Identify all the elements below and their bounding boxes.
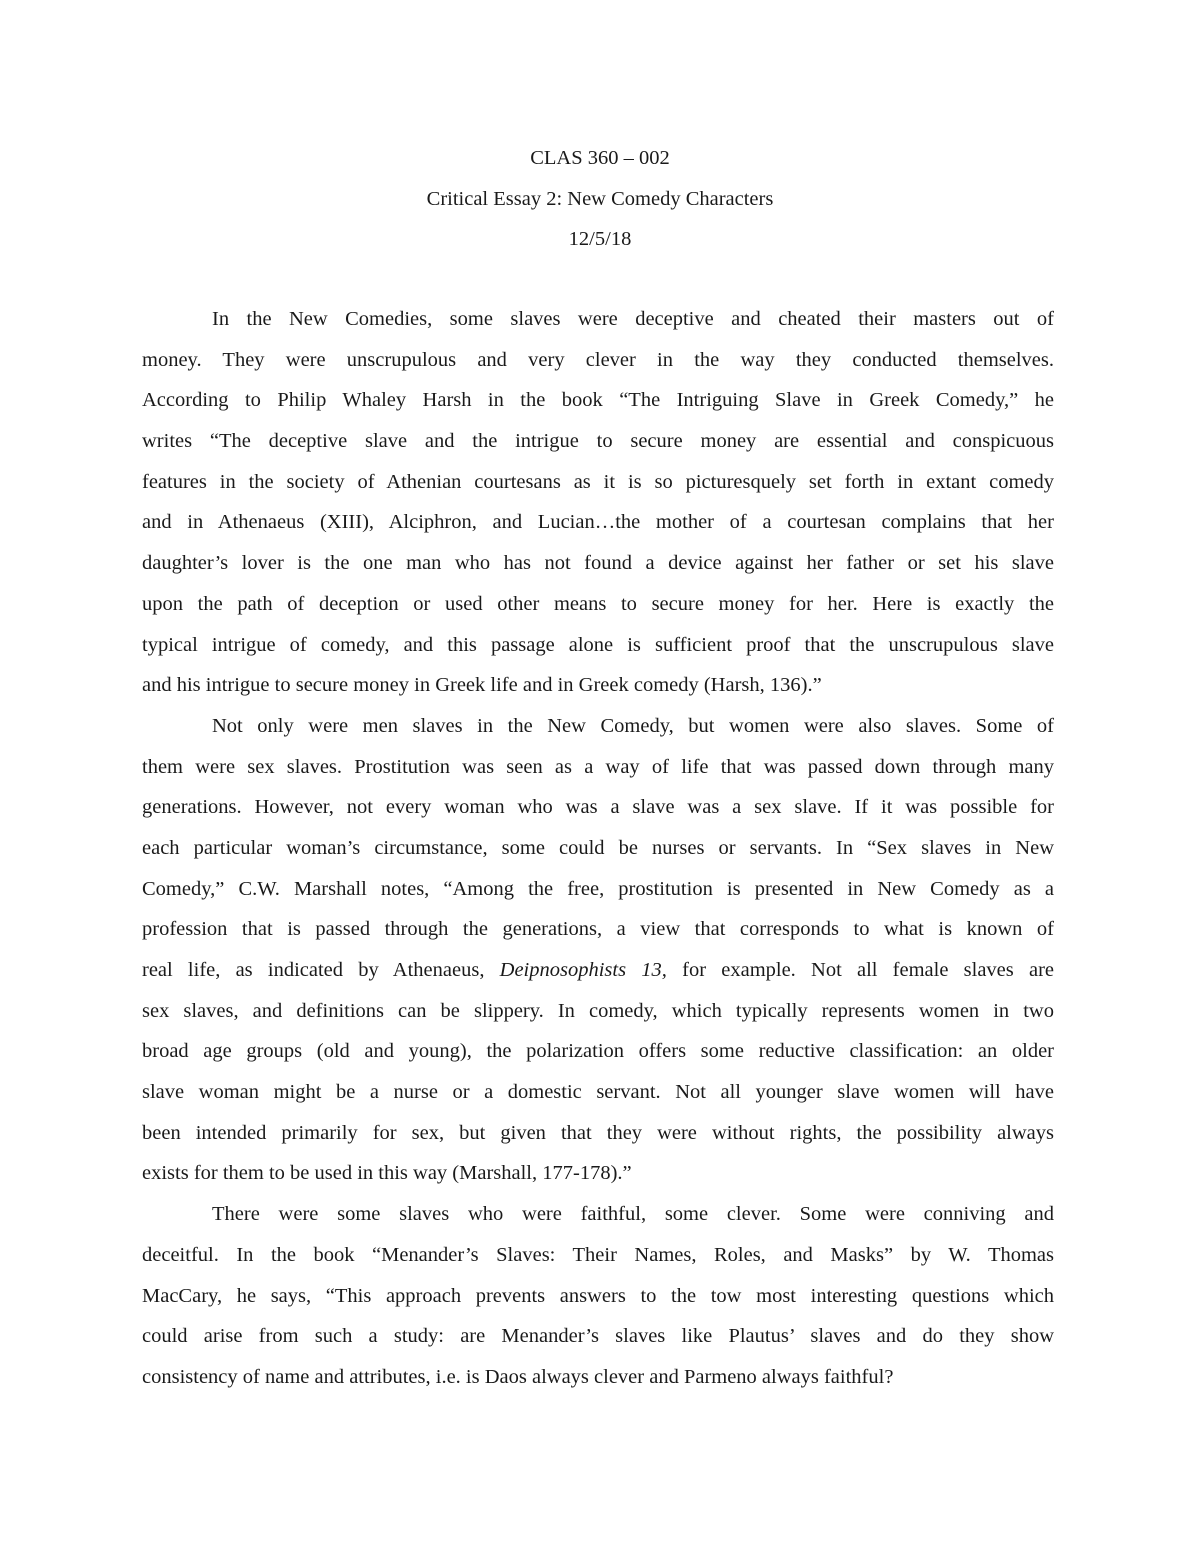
text-line: Not only were men slaves in the New Comedy, but women were also slaves. Some of bbox=[212, 714, 1054, 737]
text-line: consistency of name and attributes, i.e. is Daos always clever and Parmeno always faithful? bbox=[142, 1365, 894, 1388]
italic-citation: Deipnosophists 13, bbox=[499, 959, 667, 981]
text-segment: real life, as indicated by Athenaeus, bbox=[142, 959, 500, 981]
text-line: generations. However, not every woman who was a slave was a sex slave. If it was possible for bbox=[142, 796, 1054, 819]
essay-body bbox=[142, 299, 1054, 1398]
document-header bbox=[0, 138, 1200, 260]
text-line: and his intrigue to secure money in Greek life and in Greek comedy (Harsh, 136).” bbox=[142, 674, 822, 697]
course-code: CLAS 360 – 002 bbox=[530, 147, 670, 169]
text-line: could arise from such a study: are Menander’s slaves like Plautus’ slaves and do they show bbox=[142, 1325, 1054, 1348]
text-line: According to Philip Whaley Harsh in the book “The Intriguing Slave in Greek Comedy,” he bbox=[142, 389, 1054, 412]
paragraph-1 bbox=[142, 299, 1054, 706]
text-line: deceitful. In the book “Menander’s Slaves: Their Names, Roles, and Masks” by W. Thomas bbox=[142, 1243, 1054, 1266]
text-line: upon the path of deception or used other means to secure money for her. Here is exactly the bbox=[142, 592, 1054, 615]
text-line: profession that is passed through the generations, a view that corresponds to what is known of bbox=[142, 918, 1054, 941]
essay-date: 12/5/18 bbox=[568, 228, 632, 251]
text-line: Comedy,” C.W. Marshall notes, “Among the free, prostitution is presented in New Comedy as a bbox=[142, 877, 1054, 900]
text-line: and in Athenaeus (XIII), Alciphron, and Lucian…the mother of a courtesan complains that her bbox=[142, 511, 1054, 534]
text-line: There were some slaves who were faithful, some clever. Some were conniving and bbox=[212, 1203, 1054, 1226]
text-line: been intended primarily for sex, but given that they were without rights, the possibility always bbox=[142, 1121, 1054, 1144]
text-line: money. They were unscrupulous and very clever in the way they conducted themselves. bbox=[142, 348, 1054, 371]
text-line: daughter’s lover is the one man who has not found a device against her father or set his slave bbox=[142, 552, 1054, 575]
text-line: writes “The deceptive slave and the intrigue to secure money are essential and conspicuous bbox=[142, 430, 1054, 453]
text-line: exists for them to be used in this way (Marshall, 177-178).” bbox=[142, 1162, 632, 1185]
text-segment: for example. Not all female slaves are bbox=[666, 959, 1054, 981]
text-line: them were sex slaves. Prostitution was seen as a way of life that was passed down through many bbox=[142, 755, 1054, 778]
text-line: typical intrigue of comedy, and this passage alone is sufficient proof that the unscrupulous slave bbox=[142, 633, 1054, 656]
text-line: MacCary, he says, “This approach prevents answers to the tow most interesting questions which bbox=[142, 1284, 1054, 1307]
paragraph-2 bbox=[142, 706, 1054, 1194]
essay-title: Critical Essay 2: New Comedy Characters bbox=[426, 187, 774, 210]
text-line: In the New Comedies, some slaves were deceptive and cheated their masters out of bbox=[212, 308, 1054, 330]
text-line-with-citation bbox=[142, 950, 1054, 991]
text-line: slave woman might be a nurse or a domestic servant. Not all younger slave women will have bbox=[142, 1081, 1054, 1104]
text-line: broad age groups (old and young), the polarization offers some reductive classification: an older bbox=[142, 1040, 1054, 1063]
text-line: each particular woman’s circumstance, some could be nurses or servants. In “Sex slaves in New bbox=[142, 836, 1054, 859]
text-line: sex slaves, and definitions can be slippery. In comedy, which typically represents women in two bbox=[142, 999, 1054, 1022]
paragraph-3 bbox=[142, 1194, 1054, 1397]
text-line: features in the society of Athenian courtesans as it is so picturesquely set forth in extant comedy bbox=[142, 470, 1054, 493]
